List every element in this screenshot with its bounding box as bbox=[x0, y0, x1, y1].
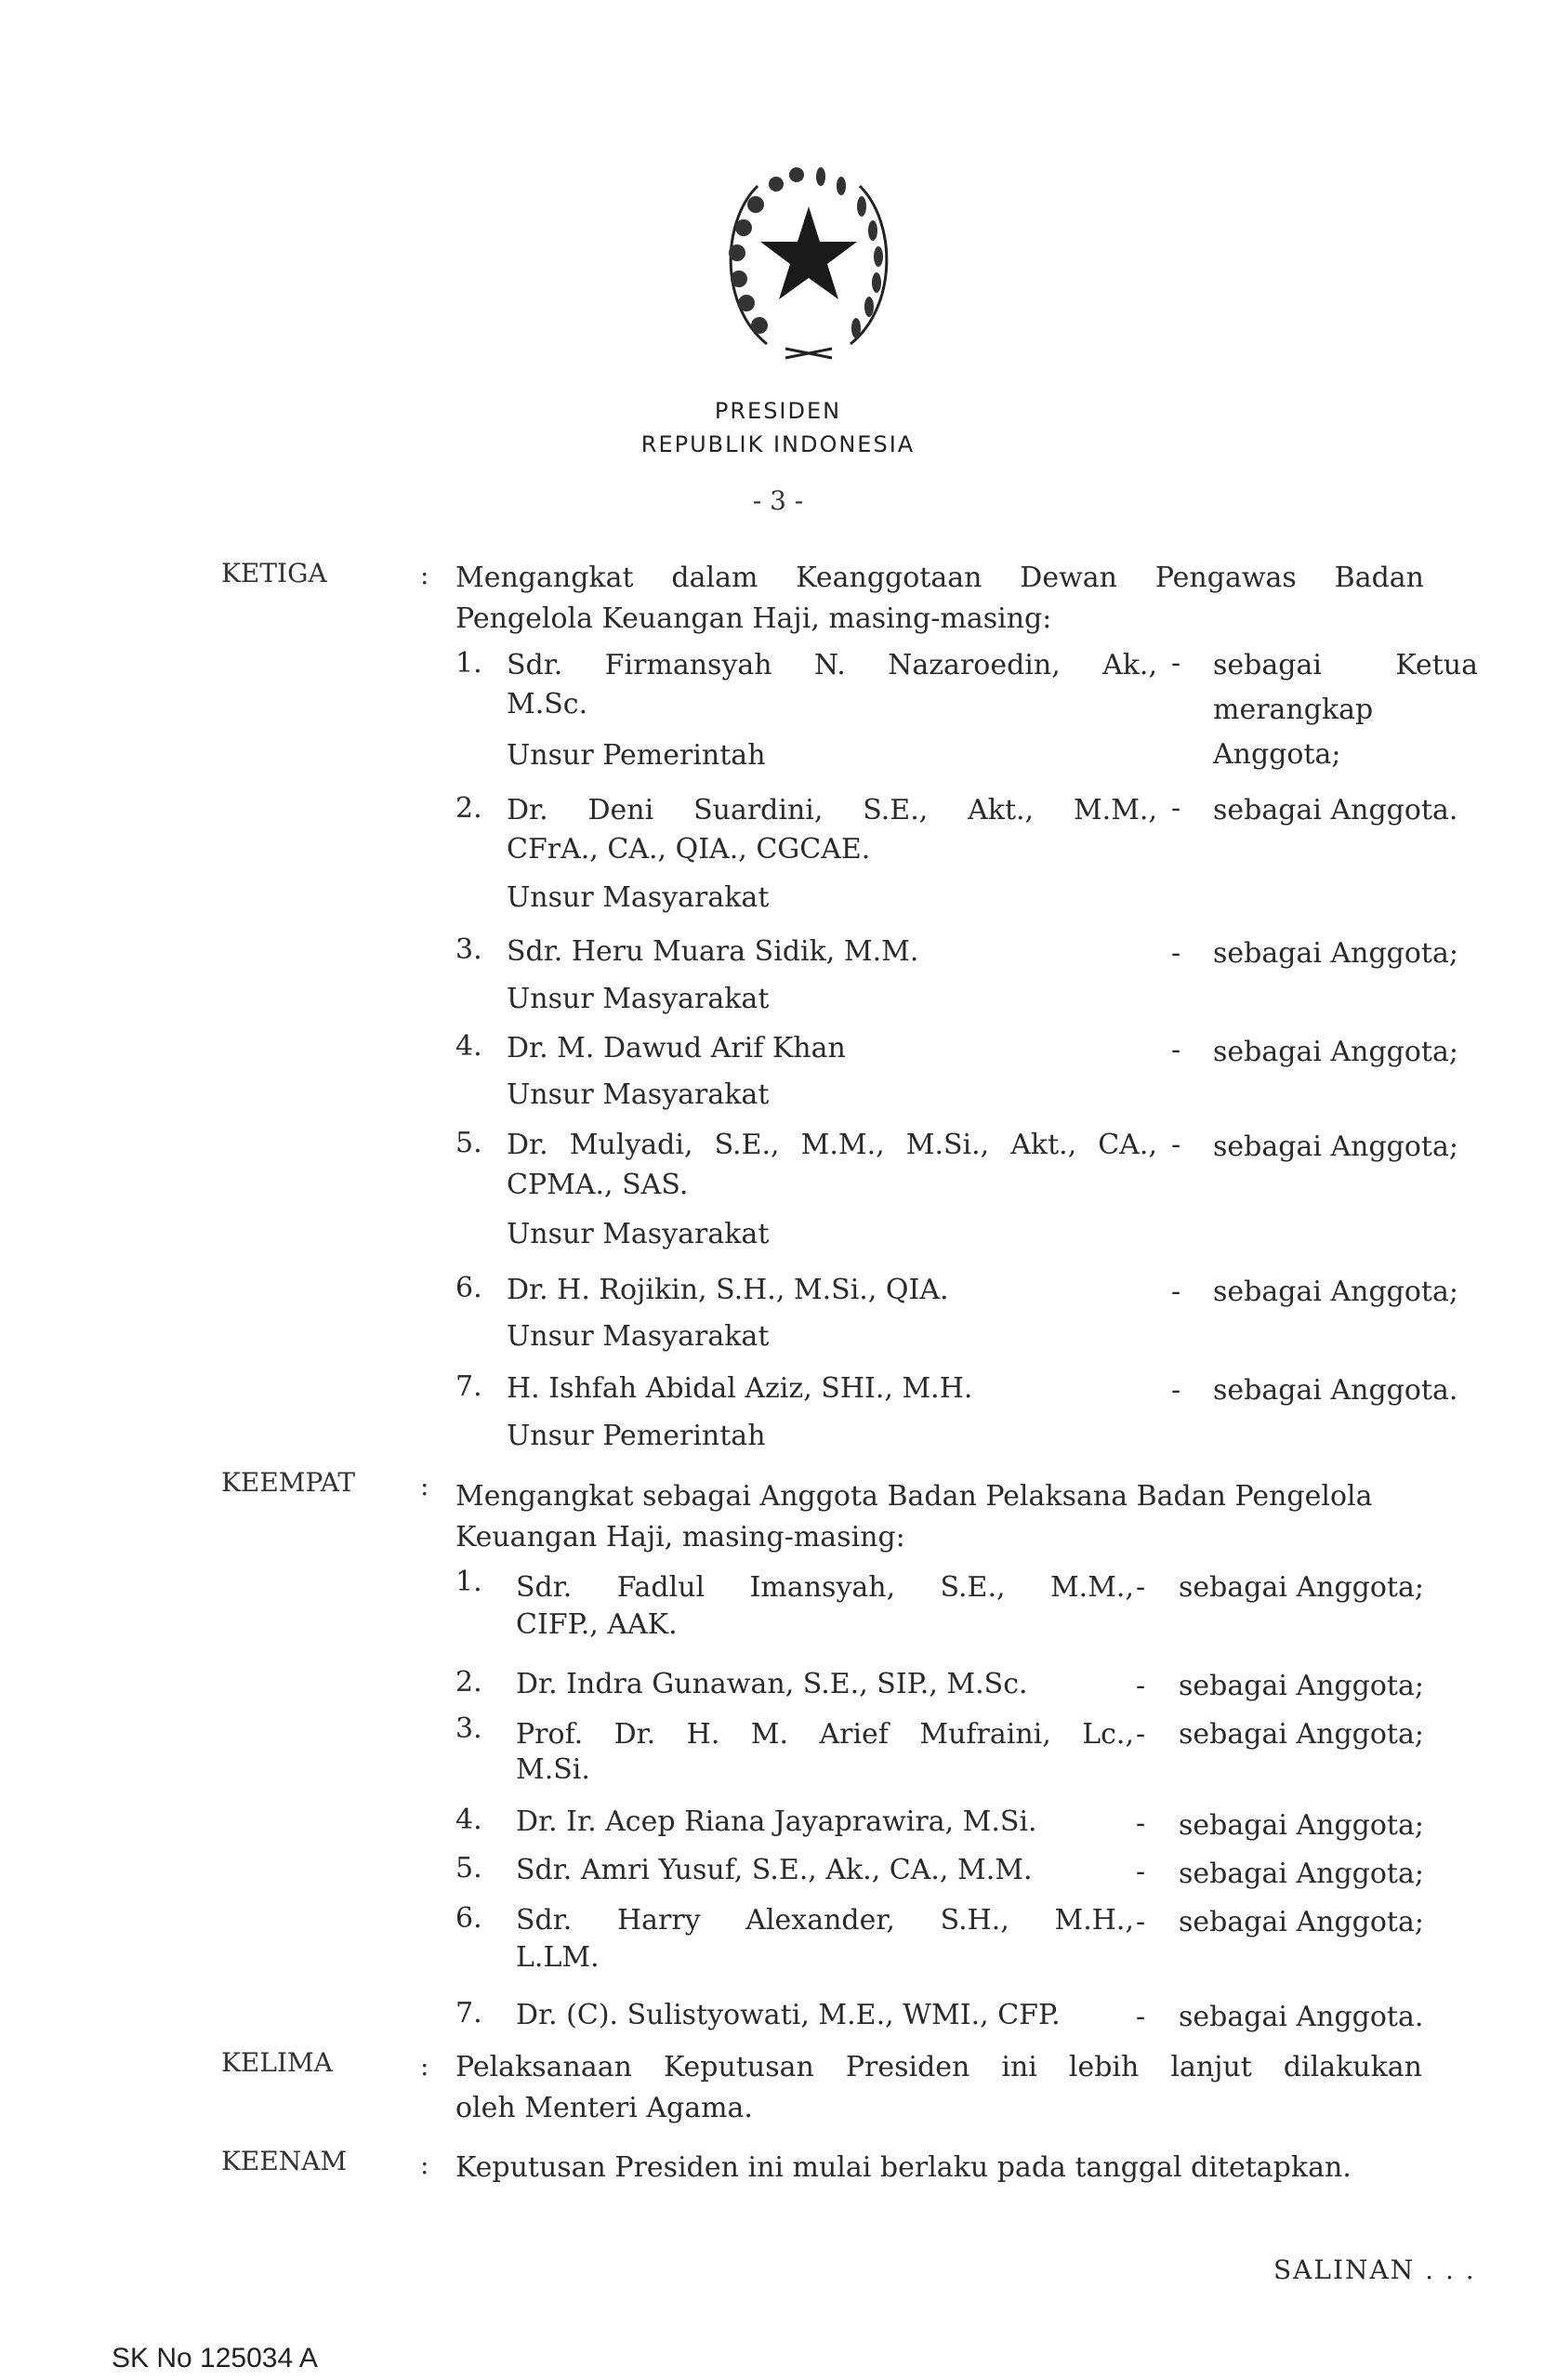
member-unsur: Unsur Pemerintah bbox=[507, 1420, 766, 1452]
item-number: 7. bbox=[455, 1997, 482, 2030]
item-number: 3. bbox=[455, 933, 482, 966]
member-role: sebagai Anggota; bbox=[1179, 1718, 1424, 1751]
member-name: Dr. Deni Suardini, S.E., Akt., M.M., bbox=[507, 794, 1157, 826]
dash: - bbox=[1171, 1129, 1181, 1161]
member-name-cont: M.Sc. bbox=[507, 688, 588, 721]
item-number: 5. bbox=[455, 1852, 482, 1884]
keempat-intro bbox=[455, 1476, 1422, 1558]
item-number: 1. bbox=[455, 647, 482, 680]
member-unsur: Unsur Masyarakat bbox=[507, 881, 770, 914]
member-role: sebagai Anggota; bbox=[1179, 1809, 1424, 1842]
member-role: sebagai Anggota; bbox=[1179, 1571, 1424, 1604]
item-number: 2. bbox=[455, 792, 482, 825]
item-number: 6. bbox=[455, 1272, 482, 1304]
member-name-cont: CIFP., AAK. bbox=[516, 1608, 678, 1641]
item-number: 3. bbox=[455, 1712, 482, 1745]
header-republik: REPUBLIK INDONESIA bbox=[640, 431, 916, 457]
member-role: sebagai Anggota; bbox=[1179, 1906, 1424, 1938]
item-number: 4. bbox=[455, 1030, 482, 1063]
member-role: sebagai Anggota; bbox=[1213, 1130, 1458, 1163]
document-number: SK No 125034 A bbox=[112, 2343, 318, 2373]
ketiga-intro bbox=[455, 558, 1424, 640]
member-name: H. Ishfah Abidal Aziz, SHI., M.H. bbox=[507, 1372, 973, 1405]
dash: - bbox=[1136, 1856, 1146, 1888]
member-name-cont: CFrA., CA., QIA., CGCAE. bbox=[507, 833, 871, 866]
section-label-ketiga: KETIGA bbox=[221, 558, 327, 588]
member-unsur: Unsur Masyarakat bbox=[507, 1218, 770, 1250]
member-role: sebagai Anggota; bbox=[1213, 937, 1458, 970]
member-role: sebagai Anggota. bbox=[1179, 2001, 1424, 2033]
member-name: Dr. M. Dawud Arif Khan bbox=[507, 1032, 846, 1064]
colon: : bbox=[420, 2051, 429, 2082]
dash: - bbox=[1171, 792, 1181, 825]
dash: - bbox=[1136, 1807, 1146, 1840]
member-name-cont: CPMA., SAS. bbox=[507, 1169, 689, 1201]
member-name: Dr. (C). Sulistyowati, M.E., WMI., CFP. bbox=[516, 1999, 1061, 2031]
member-name-cont: M.Si. bbox=[516, 1753, 590, 1786]
section-label-keenam: KEENAM bbox=[221, 2146, 348, 2176]
page-number: - 3 - bbox=[752, 485, 804, 516]
kelima-text bbox=[455, 2047, 1422, 2129]
member-name: Dr. H. Rojikin, S.H., M.Si., QIA. bbox=[507, 1274, 949, 1306]
dash: - bbox=[1136, 1670, 1146, 1702]
member-name: Sdr. Firmansyah N. Nazaroedin, Ak., bbox=[507, 649, 1157, 681]
intro-line: Keuangan Haji, masing-masing: bbox=[455, 1521, 905, 1554]
section-label-keempat: KEEMPAT bbox=[221, 1467, 356, 1498]
member-role: sebagai Anggota; bbox=[1213, 1036, 1458, 1068]
member-name: Dr. Ir. Acep Riana Jayaprawira, M.Si. bbox=[516, 1805, 1037, 1838]
item-number: 1. bbox=[455, 1566, 482, 1598]
member-role: sebagai Anggota. bbox=[1213, 1374, 1458, 1407]
dash: - bbox=[1136, 1906, 1146, 1938]
member-name: Sdr. Harry Alexander, S.H., M.H., bbox=[516, 1904, 1134, 1937]
member-role: sebagai Anggota. bbox=[1213, 794, 1458, 826]
member-name: Dr. Mulyadi, S.E., M.M., M.Si., Akt., CA., bbox=[507, 1129, 1157, 1161]
dash: - bbox=[1136, 1718, 1146, 1751]
continuation-marker: SALINAN . . . bbox=[1273, 2254, 1476, 2285]
dash: - bbox=[1136, 1571, 1146, 1604]
intro-line: Mengangkat sebagai Anggota Badan Pelaksana Badan Pengelola bbox=[455, 1480, 1373, 1513]
dash: - bbox=[1171, 1034, 1181, 1066]
member-unsur: Unsur Masyarakat bbox=[507, 1078, 770, 1111]
member-unsur: Unsur Pemerintah bbox=[507, 739, 766, 772]
colon: : bbox=[420, 2149, 429, 2180]
dash: - bbox=[1136, 2001, 1146, 2033]
colon: : bbox=[420, 560, 429, 590]
item-number: 2. bbox=[455, 1666, 482, 1699]
keenam-text: Keputusan Presiden ini mulai berlaku pada tanggal ditetapkan. bbox=[455, 2151, 1352, 2184]
text-line: Pelaksanaan Keputusan Presiden ini lebih lanjut dilakukan bbox=[455, 2051, 1422, 2083]
section-label-kelima: KELIMA bbox=[221, 2047, 333, 2078]
text-line: oleh Menteri Agama. bbox=[455, 2092, 753, 2124]
member-name: Sdr. Heru Muara Sidik, M.M. bbox=[507, 935, 919, 968]
member-role: sebagai Ketua merangkap Anggota; bbox=[1213, 649, 1478, 771]
header-presiden: PRESIDEN bbox=[714, 398, 842, 424]
dash: - bbox=[1171, 937, 1181, 970]
item-number: 4. bbox=[455, 1804, 482, 1836]
member-role: sebagai Anggota; bbox=[1179, 1670, 1424, 1702]
item-number: 7. bbox=[455, 1370, 482, 1403]
item-number: 5. bbox=[455, 1127, 482, 1159]
member-name: Dr. Indra Gunawan, S.E., SIP., M.Sc. bbox=[516, 1668, 1028, 1700]
presidential-emblem bbox=[702, 149, 916, 372]
member-unsur: Unsur Masyarakat bbox=[507, 983, 770, 1015]
member-name: Sdr. Amri Yusuf, S.E., Ak., CA., M.M. bbox=[516, 1854, 1033, 1886]
member-unsur: Unsur Masyarakat bbox=[507, 1320, 770, 1353]
dash: - bbox=[1171, 1374, 1181, 1407]
dash: - bbox=[1171, 647, 1181, 680]
member-role: sebagai Anggota; bbox=[1213, 1276, 1458, 1308]
dash: - bbox=[1171, 1276, 1181, 1308]
item-number: 6. bbox=[455, 1902, 482, 1935]
member-role: sebagai Anggota; bbox=[1179, 1858, 1424, 1890]
member-name: Prof. Dr. H. M. Arief Mufraini, Lc., bbox=[516, 1718, 1134, 1751]
member-name-cont: L.LM. bbox=[516, 1941, 600, 1974]
intro-line: Mengangkat dalam Keanggotaan Dewan Pengawas Badan bbox=[455, 562, 1424, 594]
intro-line: Pengelola Keuangan Haji, masing-masing: bbox=[455, 602, 1052, 635]
member-name: Sdr. Fadlul Imansyah, S.E., M.M., bbox=[516, 1571, 1134, 1604]
colon: : bbox=[420, 1471, 429, 1501]
